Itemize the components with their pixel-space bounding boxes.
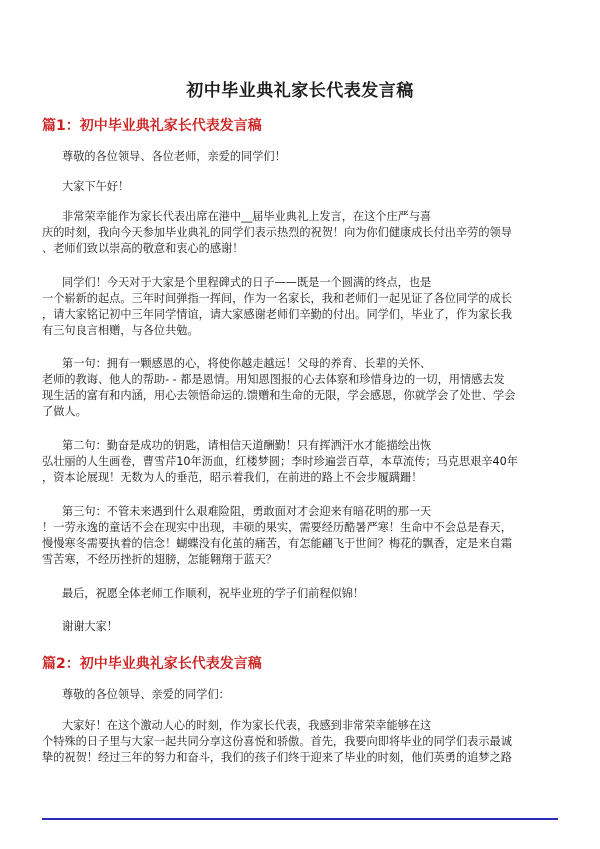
paragraph-line: 大家下午好！ — [62, 180, 130, 193]
paragraph-line: 、老师们致以崇高的敬意和衷心的感谢！ — [42, 242, 244, 255]
paragraph-line: 大家好！在这个激动人心的时刻，作为家长代表，我感到非常荣幸能够在这 — [62, 719, 432, 732]
paragraph-line: 非常荣幸能作为家长代表出席在港中__届毕业典礼上发言，在这个庄严与喜 — [62, 210, 432, 223]
paragraph-line: 尊敬的各位领导、亲爱的同学们： — [62, 688, 230, 701]
paragraph-line: 第一句：拥有一颗感恩的心，将使你越走越远！父母的养育、长辈的关怀、 — [62, 357, 432, 370]
paragraph-line: ，资本论展现！无数为人的垂范，昭示着我们，在前进的路上不会步履蹒跚！ — [42, 471, 423, 484]
document-title: 初中毕业典礼家长代表发言稿 — [186, 81, 414, 101]
paragraph-line: 尊敬的各位领导、各位老师，亲爱的同学们！ — [62, 150, 286, 163]
page-bottom-rule — [42, 818, 558, 820]
paragraph-line: 第三句：不管未来遇到什么艰难险阻，勇敢面对才会迎来有暗花明的那一天 — [62, 505, 432, 518]
paragraph-line: 了做人。 — [42, 405, 87, 418]
paragraph-line: 谢谢大家！ — [62, 620, 118, 633]
paragraph-line: 最后，祝愿全体老师工作顺利，祝毕业班的学子们前程似锦！ — [62, 587, 365, 600]
paragraph-line: 第二句：勤奋是成功的钥匙，请相信天道酬勤！只有挥洒汗水才能描绘出恢 — [62, 439, 432, 452]
paragraph-line: 挚的祝贺！经过三年的努力和奋斗，我们的孩子们终于迎来了毕业的时刻，他们英勇的追梦之路 — [42, 751, 512, 764]
paragraph-line: ，请大家铭记初中三年同学情谊，请大家感谢老师们辛勤的付出。同学们，毕业了，作为家长我 — [42, 308, 512, 321]
section-heading-1: 篇1：初中毕业典礼家长代表发言稿 — [42, 118, 262, 134]
paragraph-line: 有三句良言相赠，与各位共勉。 — [42, 324, 199, 337]
paragraph-line: 一个崭新的起点。三年时间弹指一挥间，作为一名家长，我和老师们一起见证了各位同学的成长 — [42, 292, 512, 305]
paragraph-line: 慢慢寒冬需要执着的信念！蝴蝶没有化茧的痛苦，有怎能翩飞于世间？梅花的飘香，定是来自霜 — [42, 537, 512, 550]
paragraph-line: 现生活的富有和内涵，用心去领悟命运的.馈赠和生命的无限，学会感恩，你就学会了处世、学会 — [42, 389, 516, 402]
section-heading-2: 篇2：初中毕业典礼家长代表发言稿 — [42, 656, 262, 672]
paragraph-line: 庆的时刻，我向今天参加毕业典礼的同学们表示热烈的祝贺！向为你们健康成长付出辛劳的领导 — [42, 226, 512, 239]
paragraph-line: ！一劳永逸的童话不会在现实中出现，丰硕的果实，需要经历酷暑严寒！生命中不会总是春天， — [42, 521, 512, 534]
paragraph-line: 弘壮丽的人生画卷，曹雪芹10年沥血，红楼梦圆；李时珍遍尝百草，本草流传；马克思艰辛40年 — [42, 455, 518, 468]
paragraph-line: 个特殊的日子里与大家一起共同分享这份喜悦和骄傲。首先，我要向即将毕业的同学们表示最诚 — [42, 735, 512, 748]
paragraph-line: 同学们！今天对于大家是个里程碑式的日子——既是一个圆满的终点，也是 — [62, 276, 432, 289]
paragraph-line: 老师的教诲、他人的帮助- - 都是恩情。用知恩图报的心去体察和珍惜身边的一切，用情感去发 — [42, 373, 505, 386]
paragraph-line: 雪苦寒，不经历挫折的翅膀，怎能翱翔于蓝天？ — [42, 553, 277, 566]
